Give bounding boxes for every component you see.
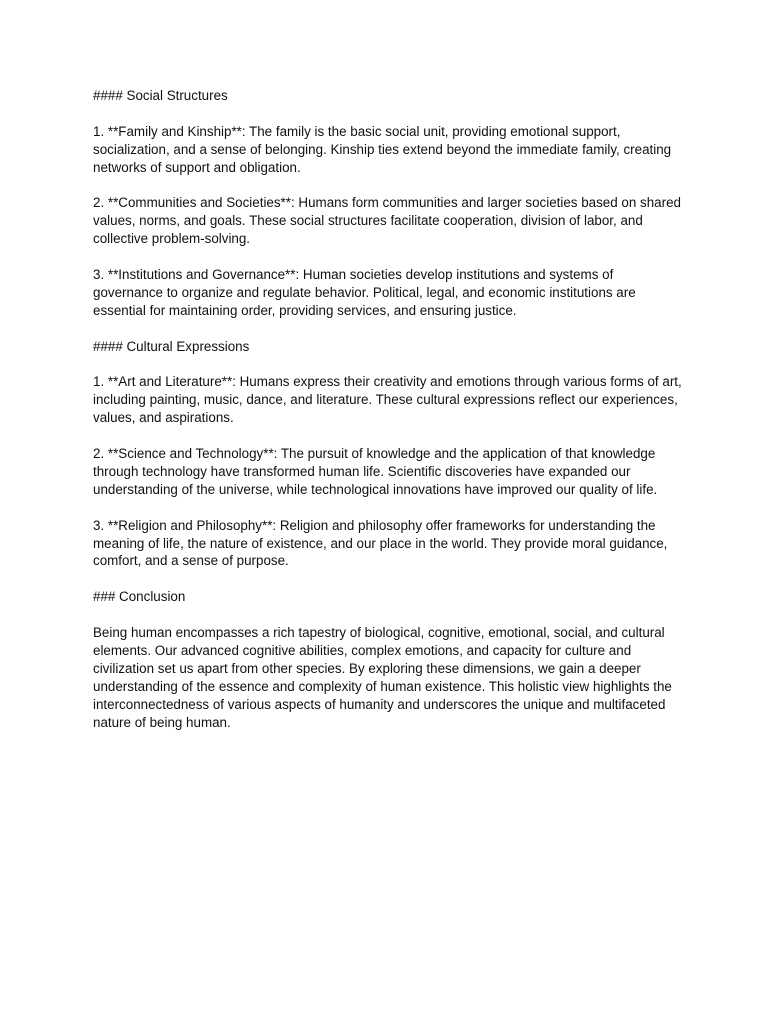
document-page <box>93 87 683 749</box>
paragraph-institutions-governance: 3. **Institutions and Governance**: Human societies develop institutions and systems of governance to organize and regulate behavior. Political, legal, and economic institutions are essential for maintaining order, providing services, and ensuring justice. <box>93 267 636 318</box>
paragraph-science-technology: 2. **Science and Technology**: The pursuit of knowledge and the application of that knowledge through technology have transformed human life. Scientific discoveries have expanded our understanding of the universe, while technological innovations have improved our quality of life. <box>93 446 658 497</box>
paragraph-communities-societies: 2. **Communities and Societies**: Humans form communities and larger societies based on shared values, norms, and goals. These social structures facilitate cooperation, division of labor, and collective problem-solving. <box>93 195 681 247</box>
heading-social-structures: #### Social Structures <box>93 88 228 103</box>
heading-cultural-expressions: #### Cultural Expressions <box>93 338 250 354</box>
paragraph-art-literature: 1. **Art and Literature**: Humans express their creativity and emotions through various forms of art, including painting, music, dance, and literature. These cultural expressions reflect our experiences, values, and aspirations. <box>93 374 682 426</box>
paragraph-family-kinship: 1. **Family and Kinship**: The family is the basic social unit, providing emotional support, socialization, and a sense of belonging. Kinship ties extend beyond the immediate family, creating networks of support and obligation. <box>93 123 672 175</box>
paragraph-conclusion: Being human encompasses a rich tapestry of biological, cognitive, emotional, social, and cultural elements. Our advanced cognitive abilities, complex emotions, and capacity for culture and civilization set us apart from other species. By exploring these dimensions, we gain a deeper understanding of the essence and complexity of human existence. This holistic view highlights the interconnectedness of various aspects of humanity and underscores the unique and multifaceted nature of being human. <box>93 625 672 730</box>
paragraph-religion-philosophy: 3. **Religion and Philosophy**: Religion and philosophy offer frameworks for understanding the meaning of life, the nature of existence, and our place in the world. They provide moral guidance, comfort, and a sense of purpose. <box>93 517 668 569</box>
heading-conclusion: ### Conclusion <box>93 589 186 605</box>
